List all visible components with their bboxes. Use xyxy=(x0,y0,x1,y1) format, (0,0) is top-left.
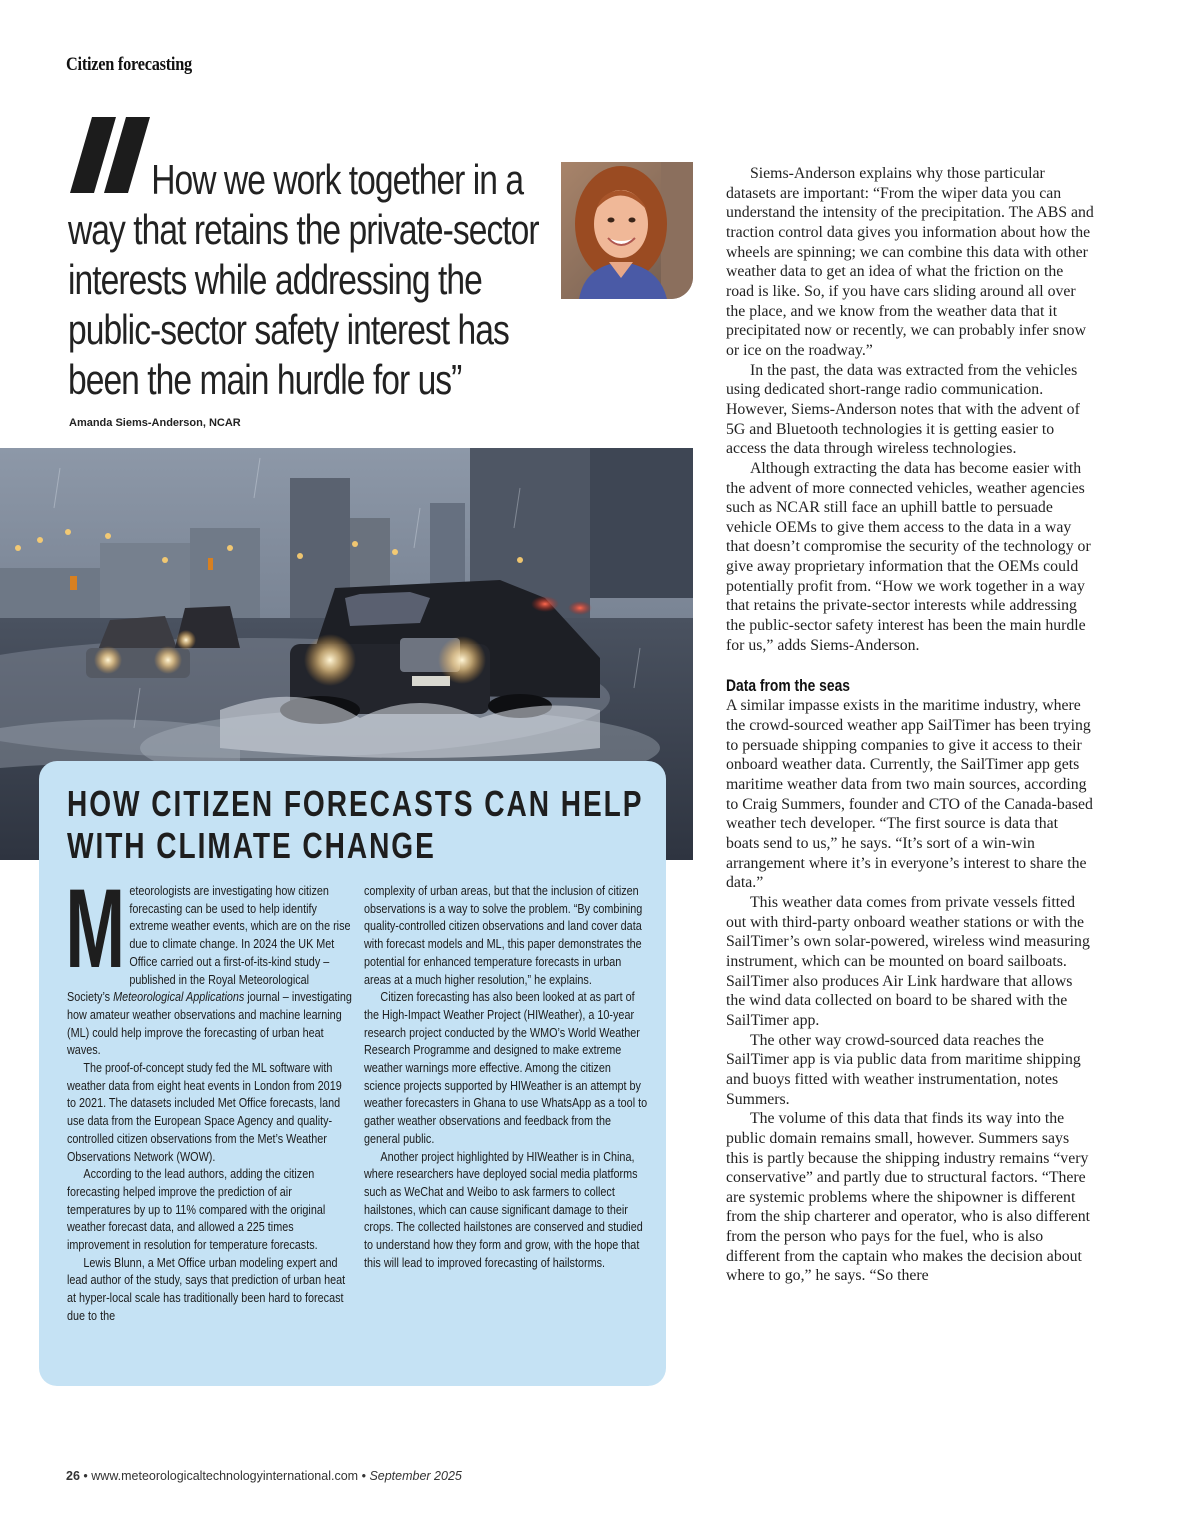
quote-attribution: Amanda Siems-Anderson, NCAR xyxy=(69,417,241,429)
section-label: Citizen forecasting xyxy=(66,54,192,75)
sidebar-paragraph: Another project highlighted by HIWeather is in China, where researchers have deployed social media platforms such as WeChat and Weibo to ask farmers to collect hailstones, which can cause significant damage to their crops. The collected hailstones are conserved and studied to understand how they form and grow, with the hope that this will lead to improved forecasting of hailstorms. xyxy=(364,1148,643,1270)
body-paragraph: Although extracting the data has become easier with the advent of more connected vehicles, weather agencies such as NCAR still face an uphill battle to persuade vehicle OEMs to give them access to the data in a way that doesn’t compromise the security of the technology or give away proprietary information that the OEMs could potentially profit from. “How we work together in a way that retains the private-sector interests while addressing the public-sector safety interest has been the main hurdle for us,” adds Siems-Anderson. xyxy=(726,459,1091,654)
issue-date: September 2025 xyxy=(369,1469,462,1483)
footer-separator: • xyxy=(361,1469,366,1483)
body-paragraph: In the past, the data was extracted from the vehicles using dedicated short-range radio communication. However, Siems-Anderson notes that with the advent of 5G and Bluetooth technologies it is getting easier to access the data through wireless technologies. xyxy=(726,361,1080,458)
sidebar-column-1 xyxy=(65,866,352,1325)
portrait-photo xyxy=(561,162,693,299)
pull-quote-line: interests while addressing the xyxy=(68,256,482,303)
sidebar-paragraph: According to the lead authors, adding the citizen forecasting helped improve the prediction of air temperatures by up to 11% compared with the original weather forecast data, and allowed a 225 times improvement in resolution for temperature forecasts. xyxy=(67,1166,326,1253)
text-run: eteorologists are investigating how citizen forecasting can be used to help identify extreme weather events, which are on the rise due to climate change. In 2024 the UK Met Office carried out a first-of-its-kind study – published in the Royal Meteorological Society’s xyxy=(67,883,351,1005)
pull-quote xyxy=(68,155,548,405)
journal-title: Meteorological Applications xyxy=(113,989,245,1005)
pull-quote-line: way that retains the private-sector xyxy=(68,206,539,253)
body-paragraph: Siems-Anderson explains why those particular datasets are important: “From the wiper data you can understand the intensity of the precipitation. The ABS and traction control data gives you information about how the wheels are spinning; we can combine this data with other weather data to get an idea of what the friction on the road is like. So, if you have cars sliding around all over the place, and we know from the weather data that it precipitated now or recently, we can probably infer snow or ice on the roadway.” xyxy=(726,165,1094,359)
page-footer xyxy=(66,1469,462,1483)
body-paragraph: The other way crowd-sourced data reaches the SailTimer app is via public data from maritime shipping and buoys fitted with weather instrumentation, notes Summers. xyxy=(726,1031,1081,1108)
sidebar-paragraph: The proof-of-concept study fed the ML software with weather data from eight heat events in London from 2019 to 2021. The datasets included Met Office forecasts, land use data from the European Space Agency and quality-controlled citizen observations from the Met’s Weather Observations Network (WOW). xyxy=(67,1060,342,1164)
text-run: journal – investigating how amateur weather observations and machine learning (ML) could help improve the forecasting of urban heat waves. xyxy=(67,989,352,1058)
body-paragraph: This weather data comes from private vessels fitted out with third-party onboard weather stations or with the SailTimer’s own solar-powered, wireless wind measuring instrument, which can be mounted on board sailboats. SailTimer also produces Air Link hardware that allows the wind data collected on board to be shared with the SailTimer app. xyxy=(726,893,1090,1029)
body-paragraph: A similar impasse exists in the maritime industry, where the crowd-sourced weather app SailTimer has been trying to persuade shipping companies to give it access to their onboard weather data. Currently, the SailTimer app gets maritime weather data from two main sources, according to Craig Summers, founder and CTO of the Canada-based weather tech developer. “The first source is data that boats send to us,” he says. “It’s sort of a win-win arrangement where it’s in everyone’s interest to share the data.” xyxy=(726,697,1093,892)
main-column xyxy=(726,164,1094,1286)
drop-cap: M xyxy=(65,866,126,991)
sidebar-title xyxy=(67,783,644,867)
sidebar-title-line: HOW CITIZEN FORECASTS CAN HELP xyxy=(67,783,644,824)
pull-quote-line: How we work together in a xyxy=(151,156,524,203)
sidebar-box xyxy=(39,761,666,1386)
sidebar-paragraph: Citizen forecasting has also been looked at as part of the High-Impact Weather Project (HIWeather), a 10-year research project conducted by the WMO’s World Weather Research Programme and designed to make extreme weather warnings more effective. Among the citizen science projects supported by HIWeather is an attempt by weather forecasters in Ghana to use WhatsApp as a tool to gather weather observations and feedback from the general public. xyxy=(364,989,648,1146)
pull-quote-line: been the main hurdle for us” xyxy=(68,356,462,403)
body-paragraph: The volume of this data that finds its way into the public domain remains small, however. Summers says this is partly because the shipping industry remains “very conservative” and partly due to structural factors. “There are systemic problems where the shipowner is different from the ship charterer and operator, who is also different from the person who pays for the fuel, who is also different from the captain who makes the decision about where to go,” he says. “So there xyxy=(726,1110,1091,1285)
sidebar-paragraph: Lewis Blunn, a Met Office urban modeling expert and lead author of the study, says that prediction of urban heat at hyper-local scale has traditionally been hard to forecast due to the xyxy=(67,1254,346,1323)
sidebar-paragraph: complexity of urban areas, but that the inclusion of citizen observations is a way to solve the problem. “By combining quality-controlled citizen observations and land cover data with forecast models and ML, this paper demonstrates the potential for enhanced temperature forecasts in urban areas at a much higher resolution,” he explains. xyxy=(364,883,643,987)
subheading: Data from the seas xyxy=(726,677,851,696)
sidebar-paragraph xyxy=(65,866,352,1059)
footer-separator: • xyxy=(83,1469,88,1483)
footer-url[interactable]: www.meteorologicaltechnologyinternational.com xyxy=(91,1469,359,1483)
pull-quote-line: public-sector safety interest has xyxy=(68,306,509,353)
page-number: 26 xyxy=(66,1469,80,1483)
sidebar-title-line: WITH CLIMATE CHANGE xyxy=(67,825,436,866)
sidebar-column-2 xyxy=(364,882,649,1271)
